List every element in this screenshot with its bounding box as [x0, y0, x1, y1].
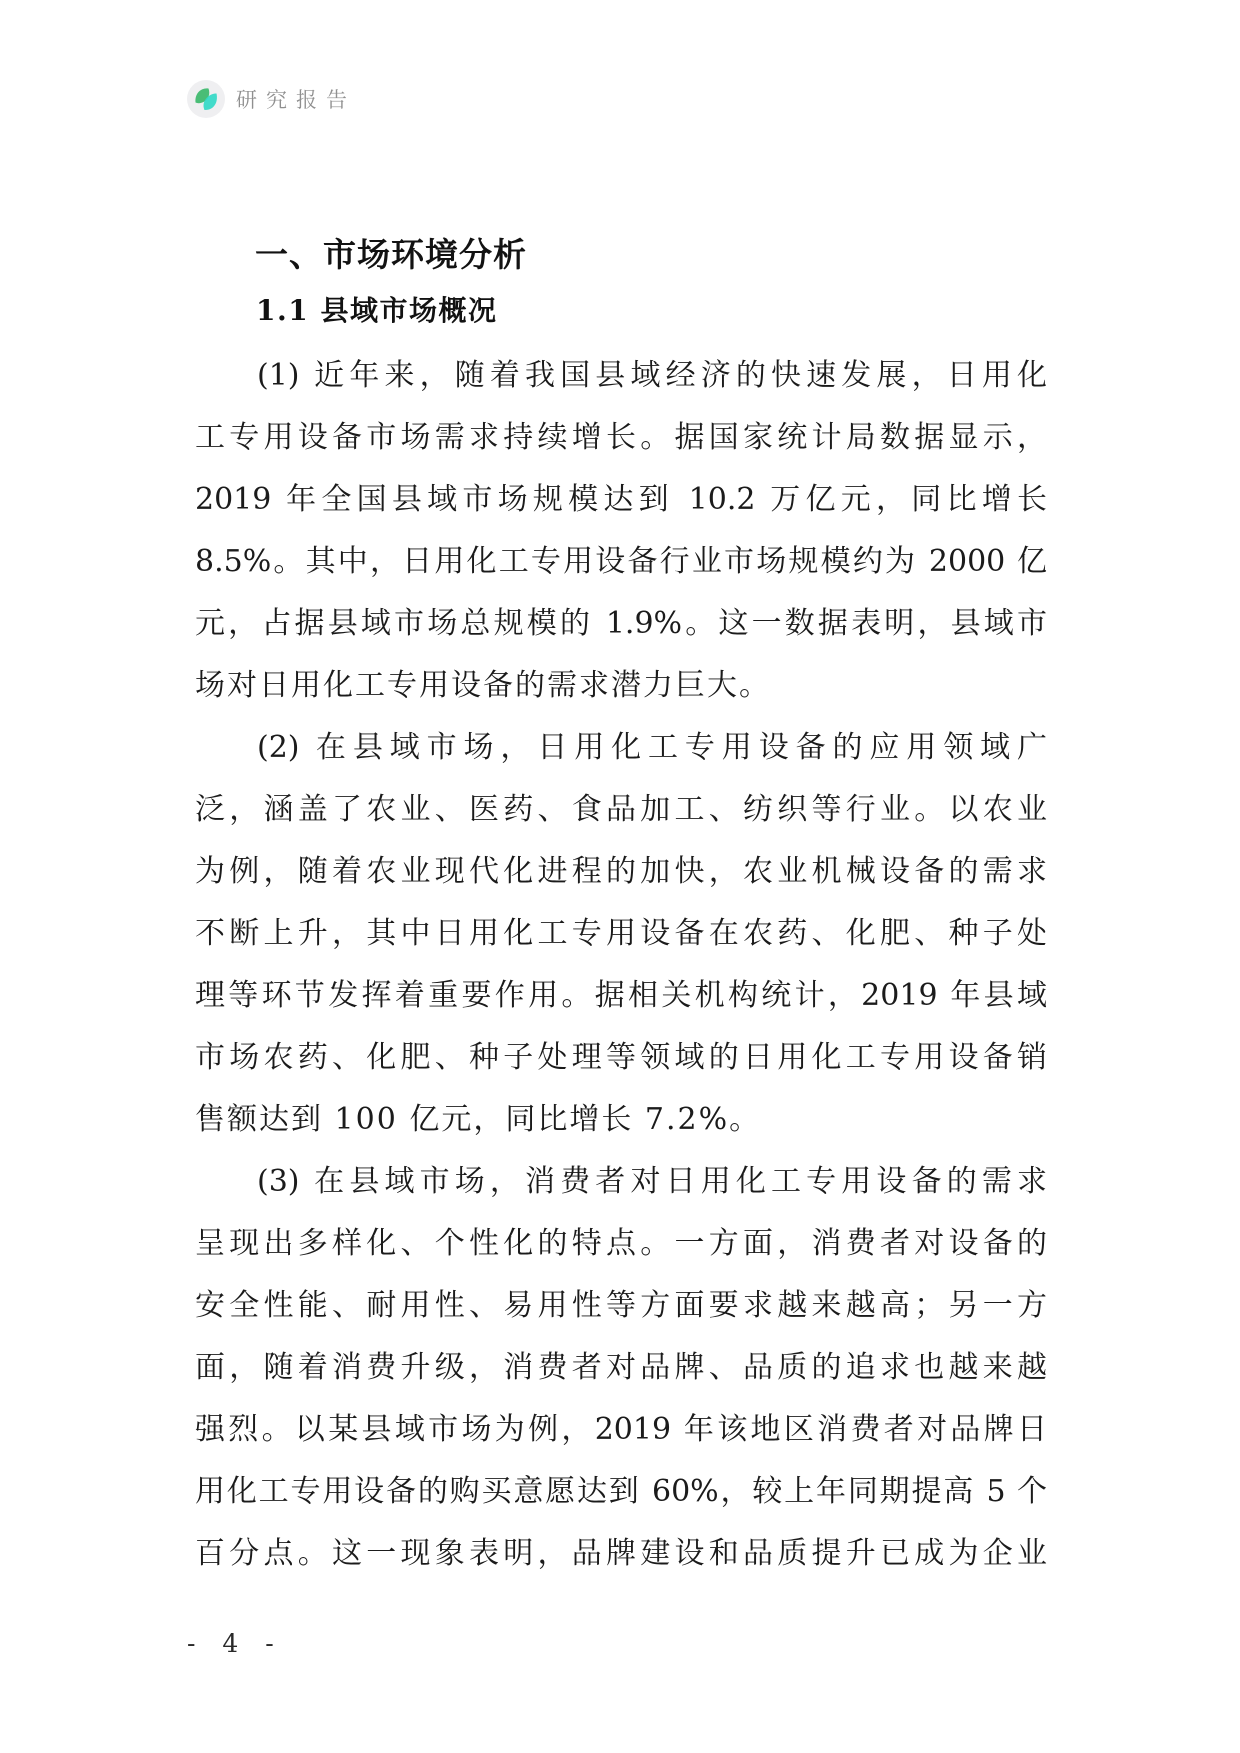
- text-line: 呈现出多样化、个性化的特点。一方面，消费者对设备的: [195, 1226, 1047, 1261]
- report-brand: [187, 80, 356, 118]
- section-heading: 一、市场环境分析: [255, 235, 527, 274]
- text-line: 不断上升，其中日用化工专用设备在农药、化肥、种子处: [195, 916, 1047, 951]
- text-line: 工专用设备市场需求持续增长。据国家统计局数据显示，: [195, 420, 1047, 455]
- text-line: 8.5%。其中，日用化工专用设备行业市场规模约为 2000 亿: [195, 544, 1047, 579]
- text-line: 百分点。这一现象表明，品牌建设和品质提升已成为企业: [195, 1536, 1047, 1571]
- text-line: 元，占据县域市场总规模的 1.9%。这一数据表明，县域市: [195, 606, 1047, 641]
- text-line: 面，随着消费升级，消费者对品牌、品质的追求也越来越: [195, 1350, 1047, 1385]
- text-line: 强烈。以某县域市场为例，2019 年该地区消费者对品牌日: [195, 1412, 1047, 1447]
- page-number: - 4 -: [187, 1629, 280, 1658]
- text-line: (3) 在县域市场，消费者对日用化工专用设备的需求: [257, 1164, 1047, 1199]
- text-line: (1) 近年来，随着我国县域经济的快速发展，日用化: [257, 358, 1047, 393]
- text-line: 售额达到 100 亿元，同比增长 7.2%。: [195, 1102, 762, 1137]
- brand-label: 研究报告: [236, 88, 356, 112]
- body-text: [195, 345, 1047, 1585]
- text-line: 泛，涵盖了农业、医药、食品加工、纺织等行业。以农业: [195, 792, 1047, 827]
- text-line: 用化工专用设备的购买意愿达到 60%，较上年同期提高 5 个: [195, 1474, 1047, 1509]
- text-line: 2019 年全国县域市场规模达到 10.2 万亿元，同比增长: [195, 482, 1047, 517]
- text-line: 理等环节发挥着重要作用。据相关机构统计，2019 年县域: [195, 978, 1047, 1013]
- brand-logo-icon: [187, 80, 225, 118]
- text-line: 安全性能、耐用性、易用性等方面要求越来越高；另一方: [195, 1288, 1047, 1323]
- text-line: 为例，随着农业现代化进程的加快，农业机械设备的需求: [195, 854, 1047, 889]
- text-line: (2) 在县域市场，日用化工专用设备的应用领域广: [257, 730, 1047, 765]
- text-line: 场对日用化工专用设备的需求潜力巨大。: [195, 668, 771, 703]
- text-line: 市场农药、化肥、种子处理等领域的日用化工专用设备销: [195, 1040, 1047, 1075]
- subsection-heading: 1.1 县域市场概况: [256, 294, 498, 327]
